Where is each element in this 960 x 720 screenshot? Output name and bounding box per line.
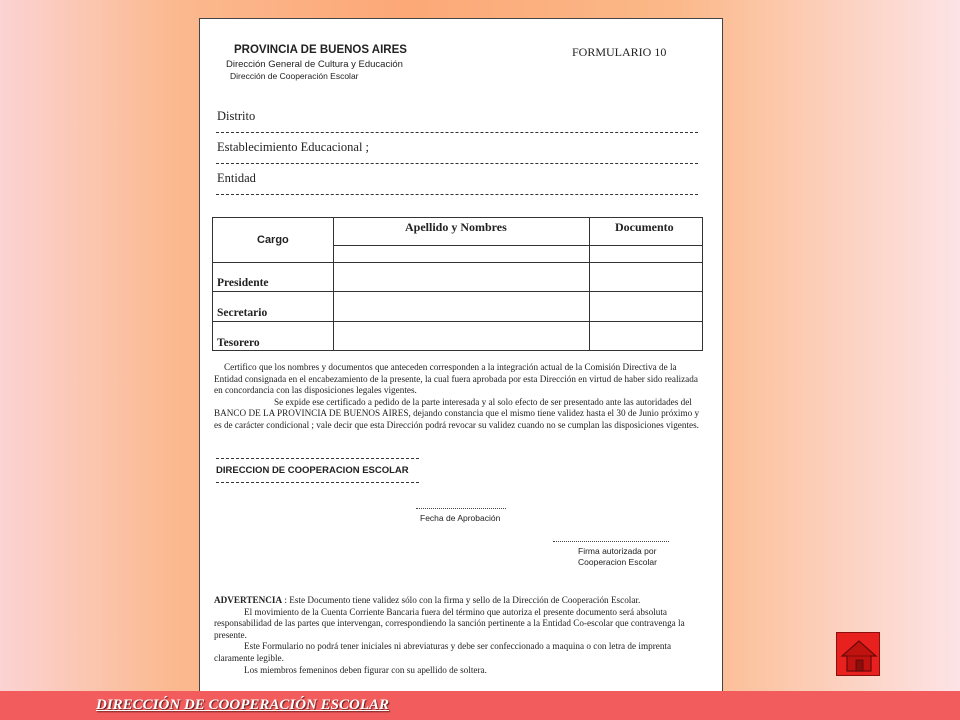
header-direction: Dirección General de Cultura y Educación bbox=[226, 59, 403, 70]
certification-para-1: Certifico que los nombres y documentos que anteceden corresponden a la integración actual de la Comisión Directiva de la Entidad consignada en el encabezamiento de la presente, la cual fuera aprobada por esta Dirección en virtud de haber sido realizada en concordancia con las disposiciones legales vigentes. bbox=[214, 362, 698, 396]
field-distrito-label: Distrito bbox=[217, 109, 256, 123]
table-divider bbox=[333, 245, 702, 246]
authorized-signature-label-1: Firma autorizada por bbox=[578, 546, 657, 556]
table-divider bbox=[589, 218, 590, 350]
header-cargo: Cargo bbox=[257, 234, 289, 246]
commission-table bbox=[212, 217, 703, 351]
authorized-signature-label-2: Cooperacion Escolar bbox=[578, 557, 657, 567]
home-icon bbox=[837, 633, 881, 677]
header-nombres: Apellido y Nombres bbox=[405, 220, 507, 234]
row-tesorero: Tesorero bbox=[217, 337, 260, 349]
office-label: DIRECCION DE COOPERACION ESCOLAR bbox=[216, 465, 409, 476]
authorized-signature-line bbox=[553, 541, 669, 542]
row-presidente: Presidente bbox=[217, 277, 269, 289]
office-line-bottom bbox=[216, 482, 419, 483]
table-divider bbox=[213, 262, 702, 263]
field-entidad-label: Entidad bbox=[217, 171, 256, 185]
warning-title: ADVERTENCIA bbox=[214, 595, 283, 605]
warning-para-1: El movimiento de la Cuenta Corriente Bancaria fuera del término que autoriza el presente documento será absoluta responsabilidad de las partes que intervengan, correspondiendo la sanción pertinente a la Entidad Co-escolar que contravenga la presente. bbox=[214, 606, 685, 640]
table-divider bbox=[333, 218, 334, 350]
footer-title: DIRECCIÓN DE COOPERACIÓN ESCOLAR bbox=[96, 697, 389, 713]
office-line-top bbox=[216, 458, 419, 459]
approval-date-label: Fecha de Aprobación bbox=[420, 513, 501, 523]
header-subdirection: Dirección de Cooperación Escolar bbox=[230, 71, 359, 81]
header-documento: Documento bbox=[615, 220, 674, 234]
table-divider bbox=[213, 321, 702, 322]
form-page bbox=[199, 18, 723, 692]
form-number: FORMULARIO 10 bbox=[572, 45, 667, 59]
row-secretario: Secretario bbox=[217, 307, 268, 319]
header-province: PROVINCIA DE BUENOS AIRES bbox=[234, 44, 407, 56]
table-divider bbox=[213, 291, 702, 292]
warning-para-3: Los miembros femeninos deben figurar con su apellido de soltera. bbox=[244, 664, 487, 675]
field-distrito-line bbox=[216, 132, 698, 133]
approval-date-line bbox=[416, 508, 506, 509]
certification-text bbox=[214, 362, 702, 432]
warning-line-1: : Este Documento tiene validez sólo con la firma y sello de la Dirección de Cooperación Escolar. bbox=[282, 595, 641, 605]
home-button[interactable] bbox=[836, 632, 880, 676]
field-entidad-line bbox=[216, 194, 698, 195]
certification-para-2: Se expide ese certificado a pedido de la parte interesada y al solo efecto de ser presentado ante las autoridades del BANCO DE LA PROVINCIA DE BUENOS AIRES, dejando constancia que el mismo tiene validez hasta el 30 de Junio próximo y es de carácter condicional ; vale decir que esta Dirección podrá revocar su validez cuando no se cumplan las disposiciones vigentes. bbox=[214, 396, 700, 430]
warning-para-2: Este Formulario no podrá tener iniciales ni abreviaturas y debe ser confeccionado a maquina o con letra de imprenta claramente legible. bbox=[214, 641, 672, 663]
warning-block bbox=[214, 595, 704, 676]
field-establecimiento-line bbox=[216, 163, 698, 164]
field-establecimiento-label: Establecimiento Educacional ; bbox=[217, 140, 370, 154]
